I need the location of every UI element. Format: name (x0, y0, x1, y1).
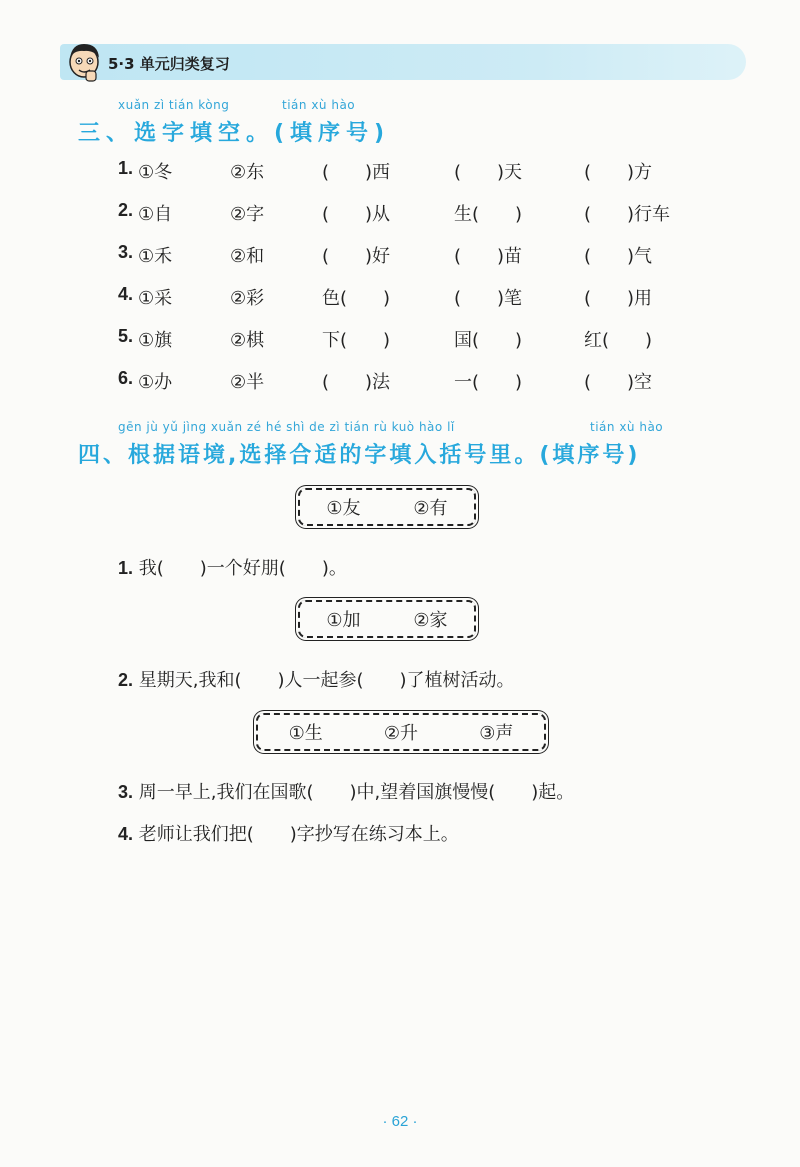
option-box-2 (298, 600, 476, 638)
option-box-3-item: ③声 (479, 723, 514, 744)
option-box-2-item: ①加 (326, 610, 361, 631)
option-char: ②半 (230, 372, 265, 393)
question-4 (118, 820, 459, 846)
blank-item[interactable]: ( )苗 (454, 246, 523, 267)
option-box-1-item: ①友 (326, 498, 361, 519)
option-box-3 (256, 713, 546, 751)
section4-title: 四、根据语境,选择合适的字填入括号里。(填序号) (78, 443, 641, 468)
row-number: 6. (118, 368, 134, 388)
question-4-number: 4. (118, 824, 134, 844)
blank-item[interactable]: 下( ) (322, 330, 391, 351)
question-4-text: 老师让我们把( )字抄写在练习本上。 (138, 824, 459, 845)
option-box-3-item: ①生 (288, 723, 323, 744)
question-3 (118, 778, 574, 804)
question-3-number: 3. (118, 782, 134, 802)
section4-pinyin-1: gēn jù yǔ jìng xuǎn zé hé shì de zì tián rù kuò hào lǐ (118, 420, 455, 434)
blank-item[interactable]: ( )行车 (584, 204, 671, 225)
question-2-number: 2. (118, 670, 134, 690)
blank-item[interactable]: ( )空 (584, 372, 653, 393)
blank-item[interactable]: ( )西 (322, 162, 391, 183)
question-2-text: 星期天,我和( )人一起参( )了植树活动。 (138, 670, 515, 691)
blank-item[interactable]: 色( ) (322, 288, 391, 309)
section3-title: 三、选字填空。(填序号) (78, 121, 391, 146)
option-char: ①采 (138, 288, 173, 309)
option-char: ①禾 (138, 246, 173, 267)
option-box-1-item: ②有 (413, 498, 448, 519)
row-number: 4. (118, 284, 134, 304)
option-char: ②东 (230, 162, 265, 183)
blank-item[interactable]: ( )方 (584, 162, 653, 183)
option-char: ②字 (230, 204, 265, 225)
question-1-number: 1. (118, 558, 134, 578)
option-char: ①旗 (138, 330, 173, 351)
blank-item[interactable]: ( )法 (322, 372, 391, 393)
section4-pinyin-2: tián xù hào (590, 420, 664, 434)
blank-item[interactable]: 生( ) (454, 204, 523, 225)
section3-pinyin-2: tián xù hào (282, 98, 356, 112)
blank-item[interactable]: ( )笔 (454, 288, 523, 309)
question-3-text: 周一早上,我们在国歌( )中,望着国旗慢慢( )起。 (138, 782, 575, 803)
section3-pinyin-1: xuǎn zì tián kòng (118, 98, 230, 112)
blank-item[interactable]: 红( ) (584, 330, 653, 351)
question-1-text: 我( )一个好朋( )。 (138, 558, 347, 579)
option-char: ①自 (138, 204, 173, 225)
option-char: ①办 (138, 372, 173, 393)
option-char: ②棋 (230, 330, 265, 351)
option-char: ②和 (230, 246, 265, 267)
option-box-1 (298, 488, 476, 526)
option-char: ①冬 (138, 162, 173, 183)
question-2 (118, 666, 515, 692)
option-box-3-item: ②升 (383, 723, 419, 744)
option-char: ②彩 (230, 288, 265, 309)
page-number: · 62 · (382, 1113, 418, 1130)
blank-item[interactable]: 国( ) (454, 330, 523, 351)
option-box-2-item: ②家 (413, 610, 448, 631)
blank-item[interactable]: 一( ) (454, 372, 523, 393)
blank-item[interactable]: ( )天 (454, 162, 523, 183)
row-number: 1. (118, 158, 134, 178)
row-number: 3. (118, 242, 134, 262)
blank-item[interactable]: ( )气 (584, 246, 653, 267)
header-title: 5·3 单元归类复习 (108, 55, 230, 73)
blank-item[interactable]: ( )好 (322, 246, 391, 267)
mascot-boy-icon (64, 38, 104, 84)
row-number: 5. (118, 326, 134, 346)
row-number: 2. (118, 200, 134, 220)
blank-item[interactable]: ( )用 (584, 288, 653, 309)
blank-item[interactable]: ( )从 (322, 204, 391, 225)
question-1 (118, 554, 347, 580)
